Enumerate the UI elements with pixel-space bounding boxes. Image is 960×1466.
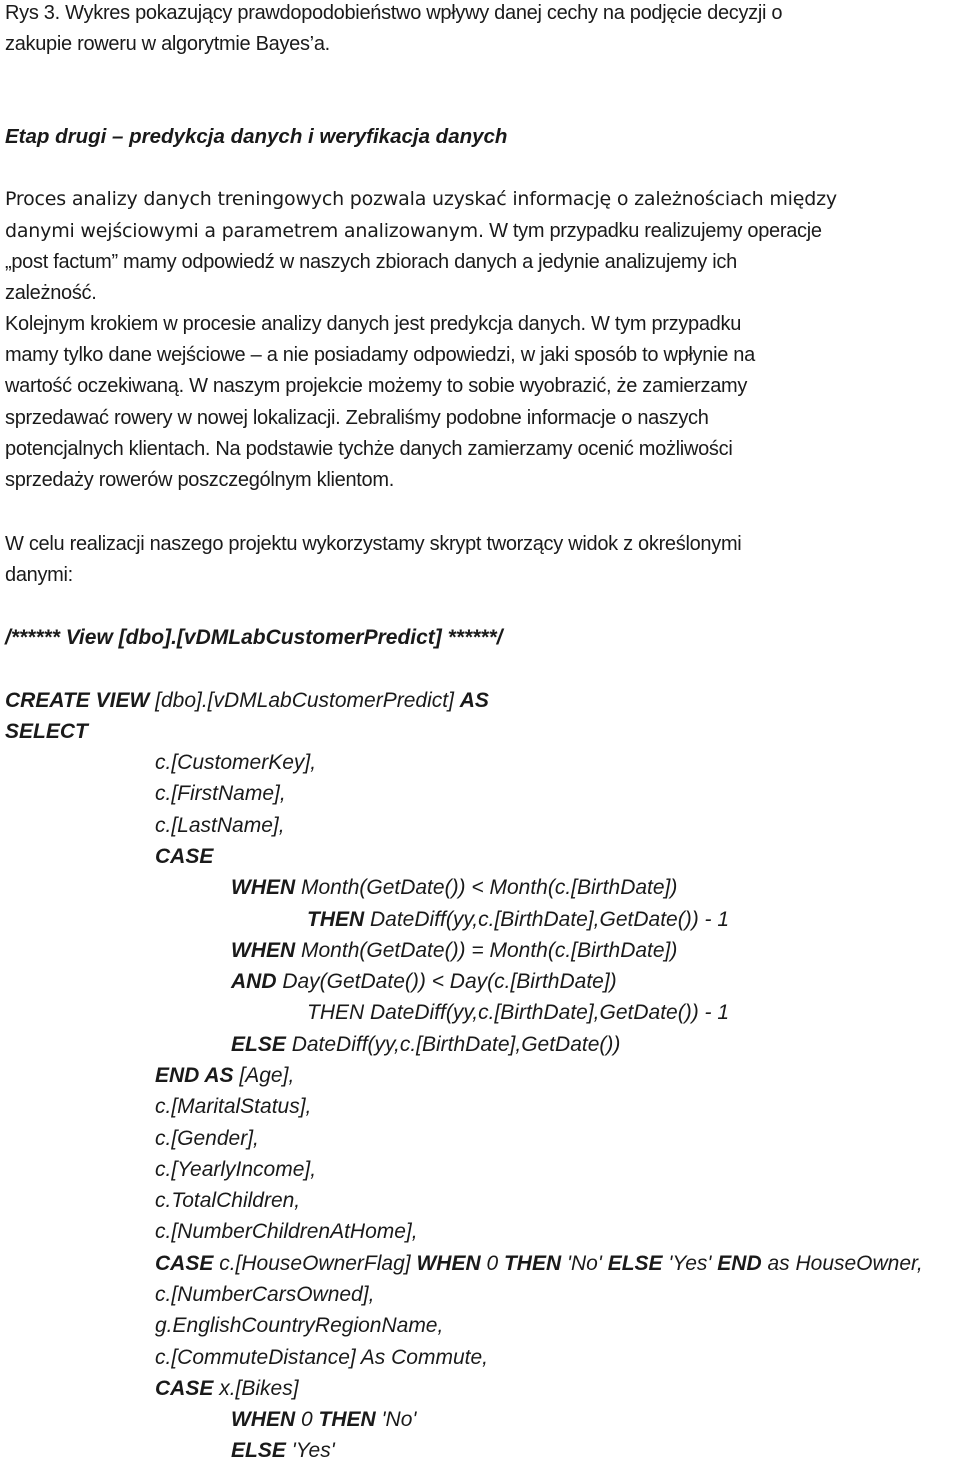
- code-keyword: WHEN: [231, 876, 296, 899]
- code-line: [5, 716, 88, 747]
- code-comment-text: /****** View [dbo].[vDMLabCustomerPredict] ******/: [5, 626, 503, 649]
- paragraph-line: potencjalnych klientach. Na podstawie tychże danych zamierzamy ocenić możliwości: [5, 438, 733, 460]
- code-keyword: WHEN: [416, 1252, 481, 1275]
- paragraph-line: „post factum” mamy odpowiedź w naszych zbiorach danych a jedynie analizujemy ich: [5, 251, 737, 273]
- code-keyword: THEN: [318, 1408, 376, 1431]
- code-line: [155, 1060, 294, 1091]
- code-keyword: AS: [459, 689, 489, 712]
- paragraph-line: sprzedawać rowery w nowej lokalizacji. Zebraliśmy podobne informacje o naszych: [5, 407, 709, 429]
- code-line: [155, 1248, 923, 1279]
- code-keyword: WHEN: [231, 939, 296, 962]
- code-comment: [5, 622, 503, 653]
- code-keyword: THEN: [307, 908, 365, 931]
- code-keyword: CREATE VIEW: [5, 689, 150, 712]
- code-line: [231, 1029, 620, 1060]
- section-heading: Etap drugi – predykcja danych i weryfikacja danych: [5, 125, 508, 148]
- code-line: c.[Gender],: [155, 1127, 259, 1150]
- code-line: c.[CommuteDistance] As Commute,: [155, 1346, 488, 1369]
- code-text: 'No': [561, 1252, 608, 1275]
- code-line: [307, 904, 729, 935]
- code-text: [dbo].[vDMLabCustomerPredict]: [149, 689, 460, 712]
- code-keyword: AND: [231, 970, 277, 993]
- code-line: g.EnglishCountryRegionName,: [155, 1314, 444, 1337]
- paragraph-line: danymi:: [5, 564, 73, 586]
- code-line: c.[MaritalStatus],: [155, 1095, 312, 1118]
- code-text: 'No': [375, 1408, 417, 1431]
- code-line: [5, 685, 489, 716]
- code-text: 0: [295, 1408, 319, 1431]
- code-text: 0: [480, 1252, 504, 1275]
- paragraph-text: W tym przypadku realizujemy operacje: [483, 220, 822, 242]
- code-text: 'Yes': [662, 1252, 718, 1275]
- code-text: DateDiff(yy,c.[BirthDate],GetDate()) - 1: [364, 908, 730, 931]
- code-line: [231, 966, 617, 997]
- code-line: c.[CustomerKey],: [155, 751, 317, 774]
- code-text: [Age],: [233, 1064, 295, 1087]
- code-keyword: ELSE: [231, 1439, 286, 1462]
- code-line: c.[NumberCarsOwned],: [155, 1283, 375, 1306]
- code-keyword: CASE: [155, 1377, 214, 1400]
- code-line: [231, 1435, 335, 1466]
- code-line: [155, 841, 213, 872]
- code-keyword: CASE: [155, 845, 214, 868]
- code-text: Day(GetDate()) < Day(c.[BirthDate]): [276, 970, 617, 993]
- figure-caption-line: zakupie roweru w algorytmie Bayes’a.: [5, 33, 330, 55]
- code-line: [155, 1373, 299, 1404]
- code-line: c.[FirstName],: [155, 782, 286, 805]
- code-text: x.[Bikes]: [213, 1377, 299, 1400]
- code-keyword: END: [717, 1252, 762, 1275]
- code-text: c.[HouseOwnerFlag]: [213, 1252, 417, 1275]
- paragraph-line: sprzedaży rowerów poszczególnym klientom.: [5, 469, 394, 491]
- code-line: c.[YearlyIncome],: [155, 1158, 317, 1181]
- code-text: Month(GetDate()) < Month(c.[BirthDate]): [295, 876, 678, 899]
- code-line: c.[NumberChildrenAtHome],: [155, 1220, 418, 1243]
- code-keyword: ELSE: [231, 1033, 286, 1056]
- code-keyword: SELECT: [5, 720, 88, 743]
- paragraph-line: wartość oczekiwaną. W naszym projekcie możemy to sobie wyobrazić, że zamierzamy: [5, 375, 748, 397]
- paragraph-text: danymi wejściowymi a parametrem analizowanym.: [5, 220, 484, 242]
- paragraph-line: [5, 215, 822, 247]
- code-line: [231, 872, 677, 903]
- code-text: Month(GetDate()) = Month(c.[BirthDate]): [295, 939, 678, 962]
- code-text: 'Yes': [285, 1439, 335, 1462]
- code-keyword: THEN: [503, 1252, 562, 1275]
- code-line: c.TotalChildren,: [155, 1189, 301, 1212]
- code-keyword: WHEN: [231, 1408, 296, 1431]
- paragraph-line: zależność.: [5, 282, 97, 304]
- figure-caption-line: Rys 3. Wykres pokazujący prawdopodobieństwo wpływy danej cechy na podjęcie decyzji o: [5, 2, 783, 24]
- paragraph-line: mamy tylko dane wejściowe – a nie posiadamy odpowiedzi, w jaki sposób to wpłynie na: [5, 344, 755, 366]
- paragraph-line: Kolejnym krokiem w procesie analizy danych jest predykcja danych. W tym przypadku: [5, 313, 742, 335]
- paragraph-line: W celu realizacji naszego projektu wykorzystamy skrypt tworzący widok z określonymi: [5, 533, 742, 555]
- code-keyword: ELSE: [607, 1252, 663, 1275]
- paragraph-line: Proces analizy danych treningowych pozwala uzyskać informację o zależnościach między: [5, 188, 837, 210]
- code-text: DateDiff(yy,c.[BirthDate],GetDate()): [285, 1033, 621, 1056]
- code-line: c.[LastName],: [155, 814, 285, 837]
- code-line: THEN DateDiff(yy,c.[BirthDate],GetDate()) - 1: [307, 1001, 730, 1024]
- code-keyword: CASE: [155, 1252, 214, 1275]
- code-text: as HouseOwner,: [761, 1252, 923, 1275]
- code-line: [231, 1404, 416, 1435]
- code-line: [231, 935, 677, 966]
- code-keyword: END AS: [155, 1064, 234, 1087]
